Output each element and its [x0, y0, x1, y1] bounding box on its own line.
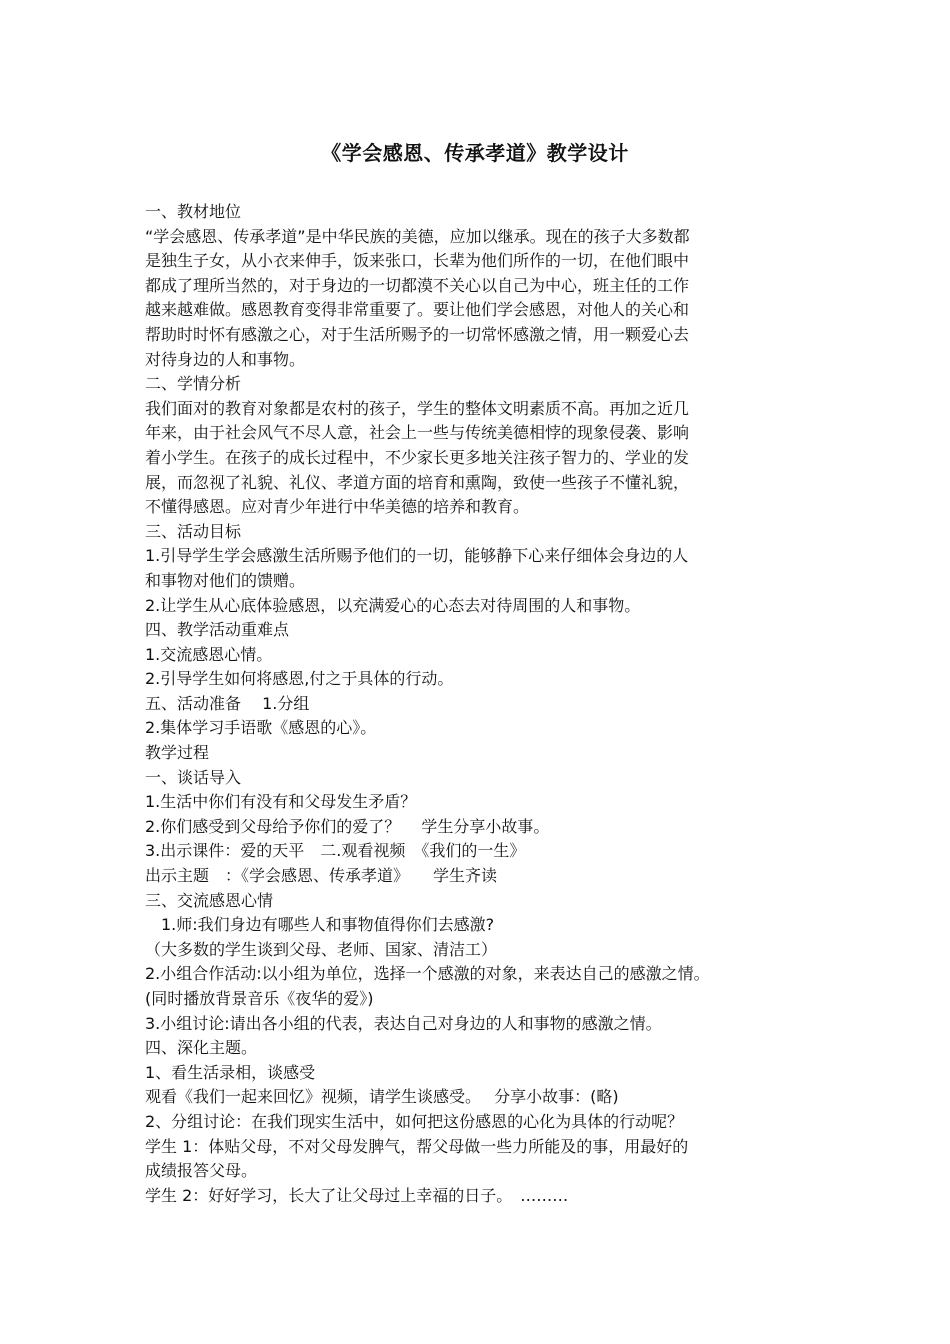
- text-line: 2.集体学习手语歌《感恩的心》。: [145, 718, 377, 738]
- text-line: “学会感恩、传承孝道”是中华民族的美德，应加以继承。现在的孩子大多数都: [145, 226, 690, 246]
- text-line: 1.交流感恩心情。: [145, 644, 273, 664]
- text-line: 年来，由于社会风气不尽人意，社会上一些与传统美德相悖的现象侵袭、影响: [145, 423, 690, 443]
- text-line: 不懂得感恩。应对青少年进行中华美德的培养和教育。: [145, 497, 530, 517]
- text-line: 成绩报答父母。: [145, 1161, 258, 1181]
- text-line: 我们面对的教育对象都是农村的孩子，学生的整体文明素质不高。再加之近几: [145, 398, 690, 418]
- text-line: 3.出示课件：爱的天平 二.观看视频 《我们的一生》: [145, 841, 526, 861]
- text-line: 2.引导学生如何将感恩,付之于具体的行动。: [145, 669, 454, 689]
- text-line: 1.引导学生学会感激生活所赐予他们的一切，能够静下心来仔细体会身边的人: [145, 546, 689, 566]
- text-line: （大多数的学生谈到父母、老师、国家、清洁工）: [145, 939, 498, 959]
- text-line: 一、谈话导入: [145, 767, 242, 787]
- text-line: 1、看生活录相，谈感受: [145, 1062, 316, 1082]
- text-line: 展，而忽视了礼貌、礼仪、孝道方面的培育和熏陶，致使一些孩子不懂礼貌，: [145, 472, 690, 492]
- text-line: 一、教材地位: [145, 202, 242, 221]
- text-line: 三、活动目标: [145, 521, 242, 541]
- text-line: 三、交流感恩心情: [145, 890, 274, 910]
- text-line: 3.小组讨论:请出各小组的代表，表达自己对身边的人和事物的感激之情。: [145, 1013, 662, 1033]
- text-line: 2.让学生从心底体验感恩，以充满爱心的心态去对待周围的人和事物。: [145, 595, 641, 615]
- text-line: 2、分组讨论：在我们现实生活中，如何把这份感恩的心化为具体的行动呢？: [145, 1111, 684, 1131]
- text-line: 五、活动准备 1.分组: [145, 693, 310, 713]
- text-line: 学生 1：体贴父母，不对父母发脾气，帮父母做一些力所能及的事，用最好的: [145, 1136, 689, 1156]
- document-body: [145, 200, 825, 1208]
- text-line: 1.师:我们身边有哪些人和事物值得你们去感激?: [145, 915, 495, 935]
- text-line: 越来越难做。感恩教育变得非常重要了。要让他们学会感恩，对他人的关心和: [145, 300, 690, 320]
- text-line: 2.小组合作活动:以小组为单位，选择一个感激的对象，来表达自己的感激之情。: [145, 964, 710, 984]
- text-line: 教学过程: [145, 743, 210, 763]
- text-line: 2.你们感受到父母给予你们的爱了？ 学生分享小故事。: [145, 816, 550, 836]
- text-line: 二、学情分析: [145, 374, 242, 394]
- text-line: 出示主题 ：《学会感恩、传承孝道》 学生齐读: [145, 866, 498, 886]
- text-line: 帮助时时怀有感激之心，对于生活所赐予的一切常怀感激之情，用一颗爱心去: [145, 324, 690, 344]
- text-line: 观看《我们一起来回忆》视频，请学生谈感受。 分享小故事：(略): [145, 1087, 619, 1107]
- text-line: 都成了理所当然的，对于身边的一切都漠不关心以自己为中心，班主任的工作: [145, 275, 690, 295]
- text-line: 着小学生。在孩子的成长过程中，不少家长更多地关注孩子智力的、学业的发: [145, 447, 690, 467]
- document-title: 《学会感恩、传承孝道》教学设计: [321, 141, 629, 165]
- text-line: 对待身边的人和事物。: [145, 349, 306, 369]
- text-line: 是独生子女，从小衣来伸手，饭来张口，长辈为他们所作的一切，在他们眼中: [145, 251, 690, 271]
- text-line: 1.生活中你们有没有和父母发生矛盾？: [145, 792, 417, 812]
- text-line: 和事物对他们的馈赠。: [145, 570, 306, 590]
- text-line: 四、教学活动重难点: [145, 620, 290, 640]
- text-line: (同时播放背景音乐《夜华的爱》): [145, 989, 374, 1008]
- text-line: 学生 2：好好学习，长大了让父母过上幸福的日子。 ………: [145, 1185, 569, 1205]
- text-line: 四、深化主题。: [145, 1038, 258, 1058]
